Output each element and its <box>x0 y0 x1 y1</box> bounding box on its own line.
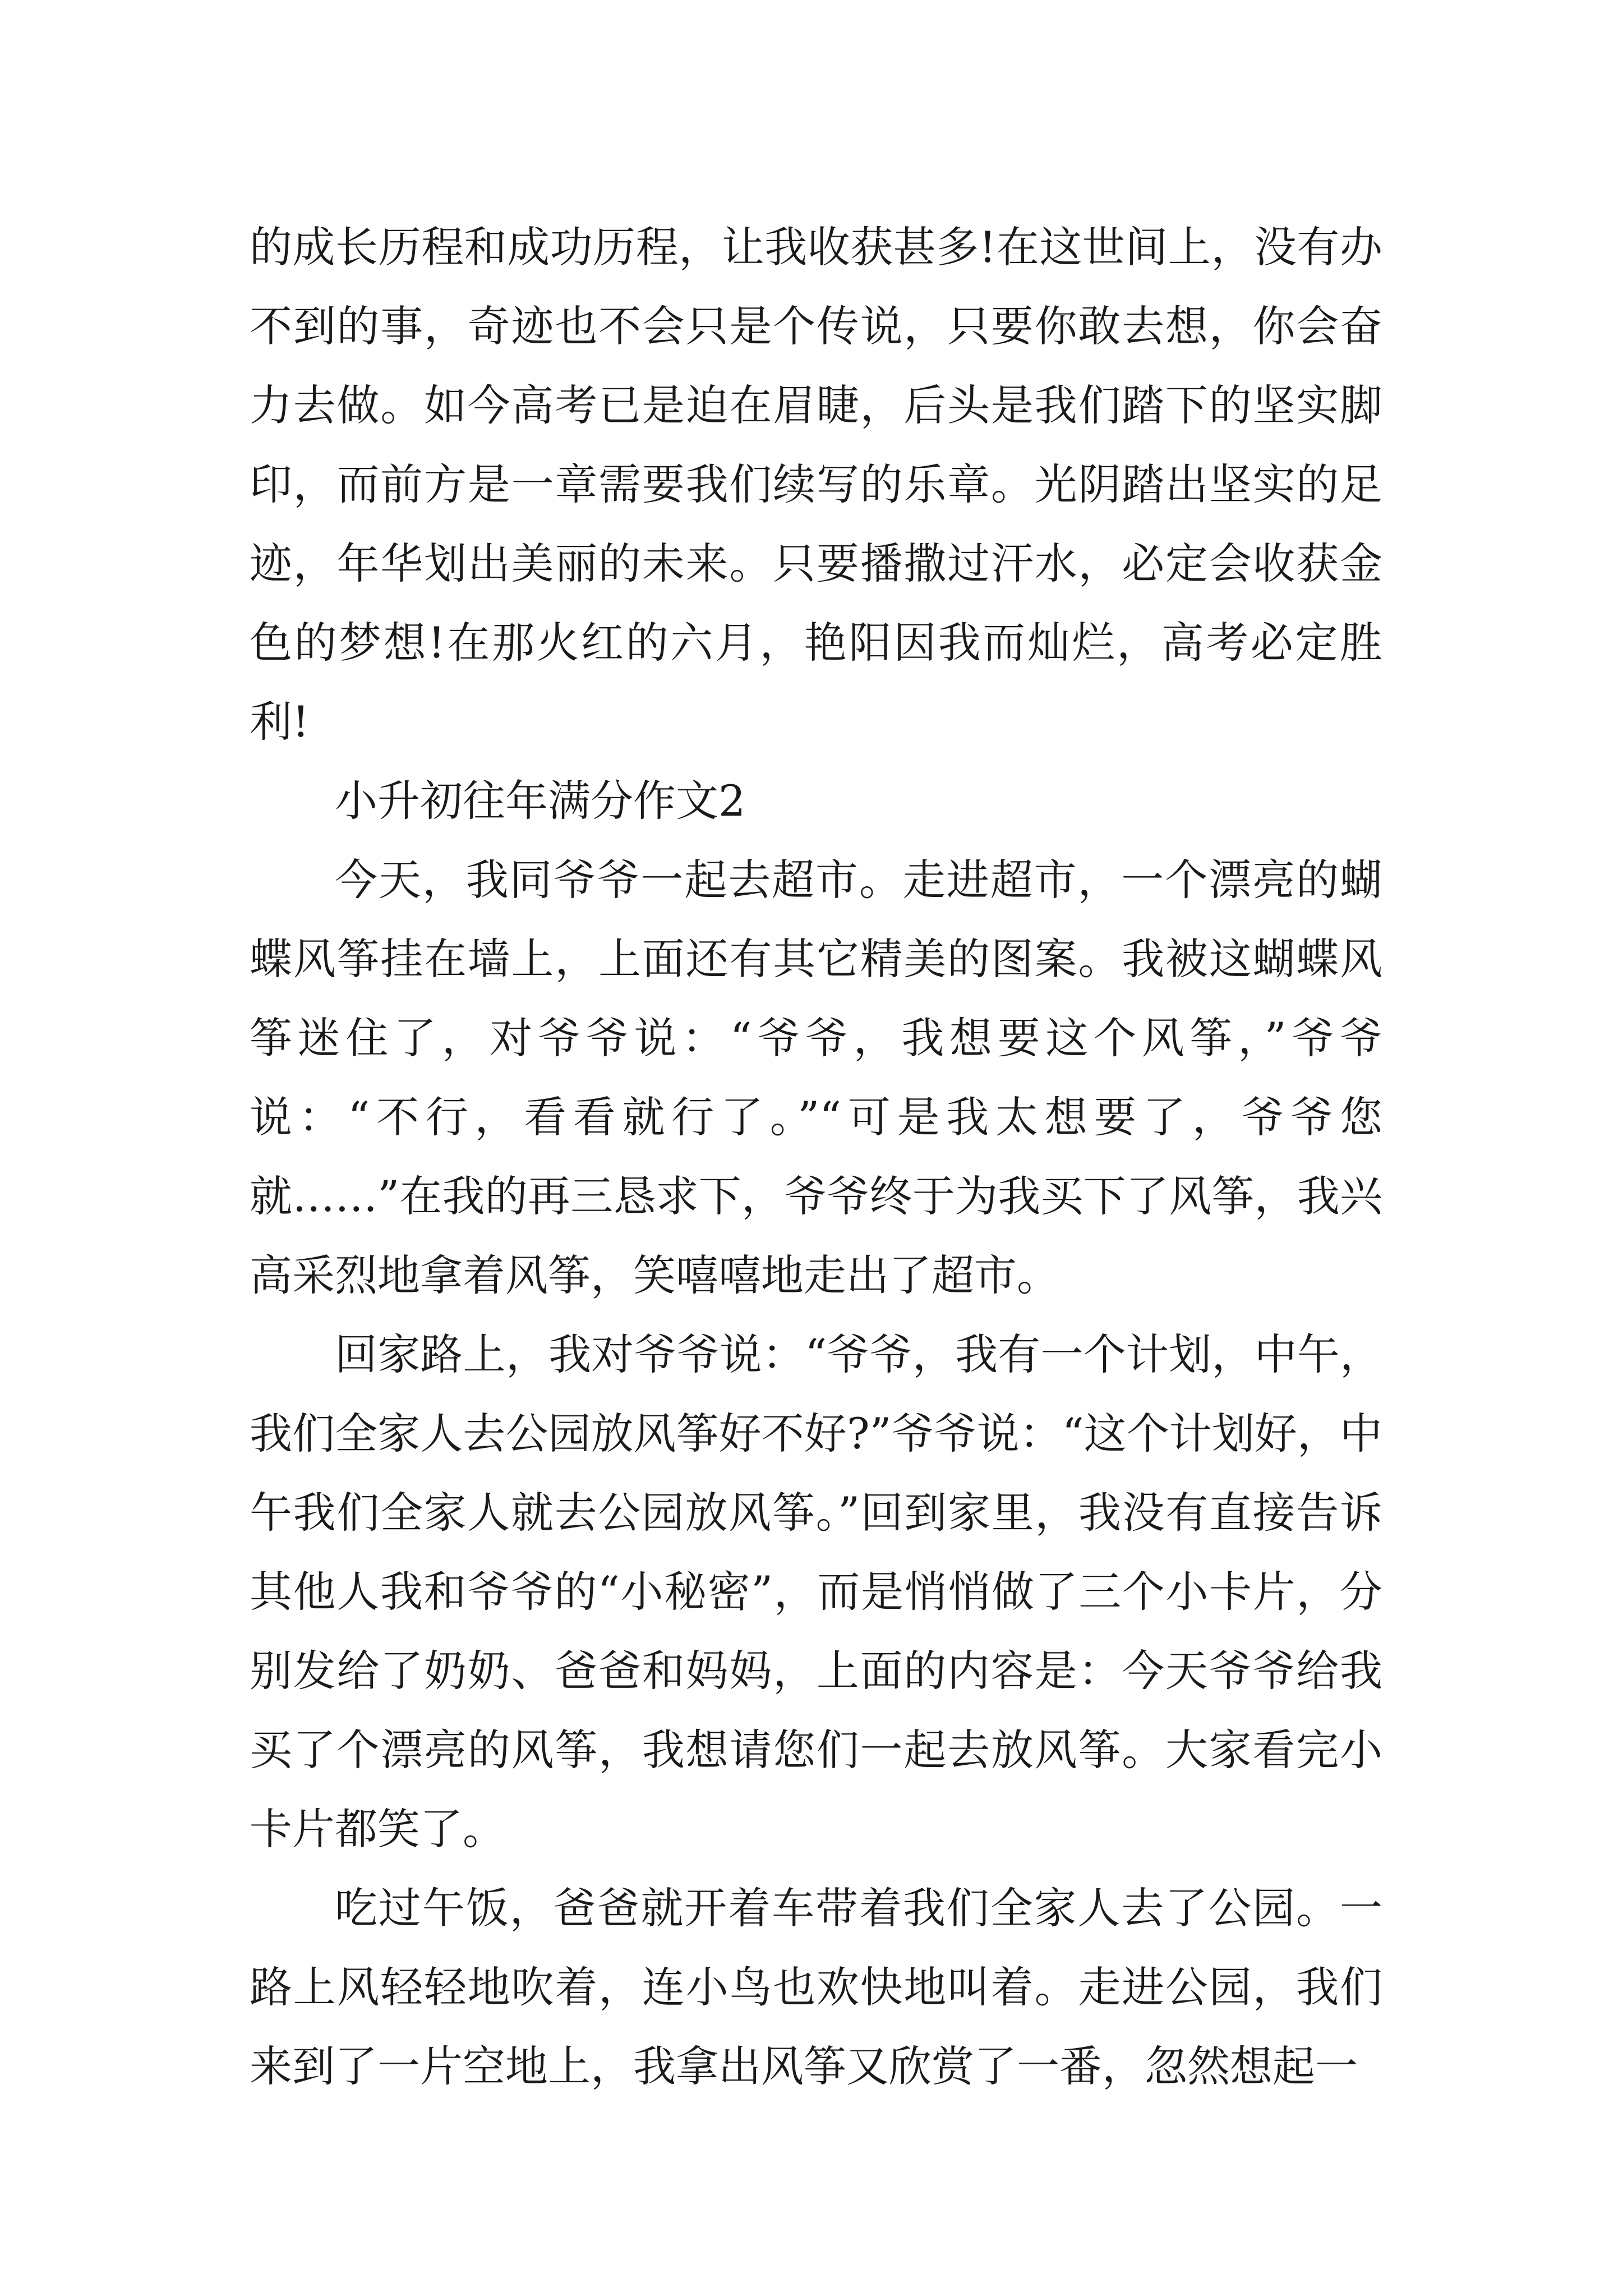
section-title: 小升初往年满分作文2 <box>335 776 746 826</box>
paragraph-supermarket: 今天，我同爷爷一起去超市。走进超市，一个漂亮的蝴蝶风筝挂在墙上，上面还有其它精美的图案。我被这蝴蝶风筝迷住了，对爷爷说：“爷爷，我想要这个风筝，”爷爷说：“不行，看看就行了。”“可是我太想要了，爷爷您就……”在我的再三恳求下，爷爷终于为我买下了风筝，我兴高采烈地拿着风筝，笑嘻嘻地走出了超市。 <box>250 855 1382 1300</box>
paragraph-continuation: 的成长历程和成功历程，让我收获甚多!在这世间上，没有办不到的事，奇迹也不会只是个传说，只要你敢去想，你会奋力去做。如今高考已是迫在眉睫，后头是我们踏下的坚实脚印，而前方是一章需要我们续写的乐章。光阴踏出坚实的足迹，年华划出美丽的未来。只要播撒过汗水，必定会收获金色的梦想!在那火红的六月，艳阳因我而灿烂，高考必定胜利! <box>250 222 1382 747</box>
document-body <box>250 208 1382 2106</box>
paragraph-way-home: 回家路上，我对爷爷说：“爷爷，我有一个计划，中午，我们全家人去公园放风筝好不好?”爷爷说：“这个计划好，中午我们全家人就去公园放风筝。”回到家里，我没有直接告诉其他人我和爷爷的“小秘密”，而是悄悄做了三个小卡片，分别发给了奶奶、爸爸和妈妈，上面的内容是：今天爷爷给我买了个漂亮的风筝，我想请您们一起去放风筝。大家看完小卡片都笑了。 <box>250 1329 1382 1854</box>
paragraph-park: 吃过午饭，爸爸就开着车带着我们全家人去了公园。一路上风轻轻地吹着，连小鸟也欢快地叫着。走进公园，我们来到了一片空地上，我拿出风筝又欣赏了一番，忽然想起一 <box>250 1883 1382 2091</box>
